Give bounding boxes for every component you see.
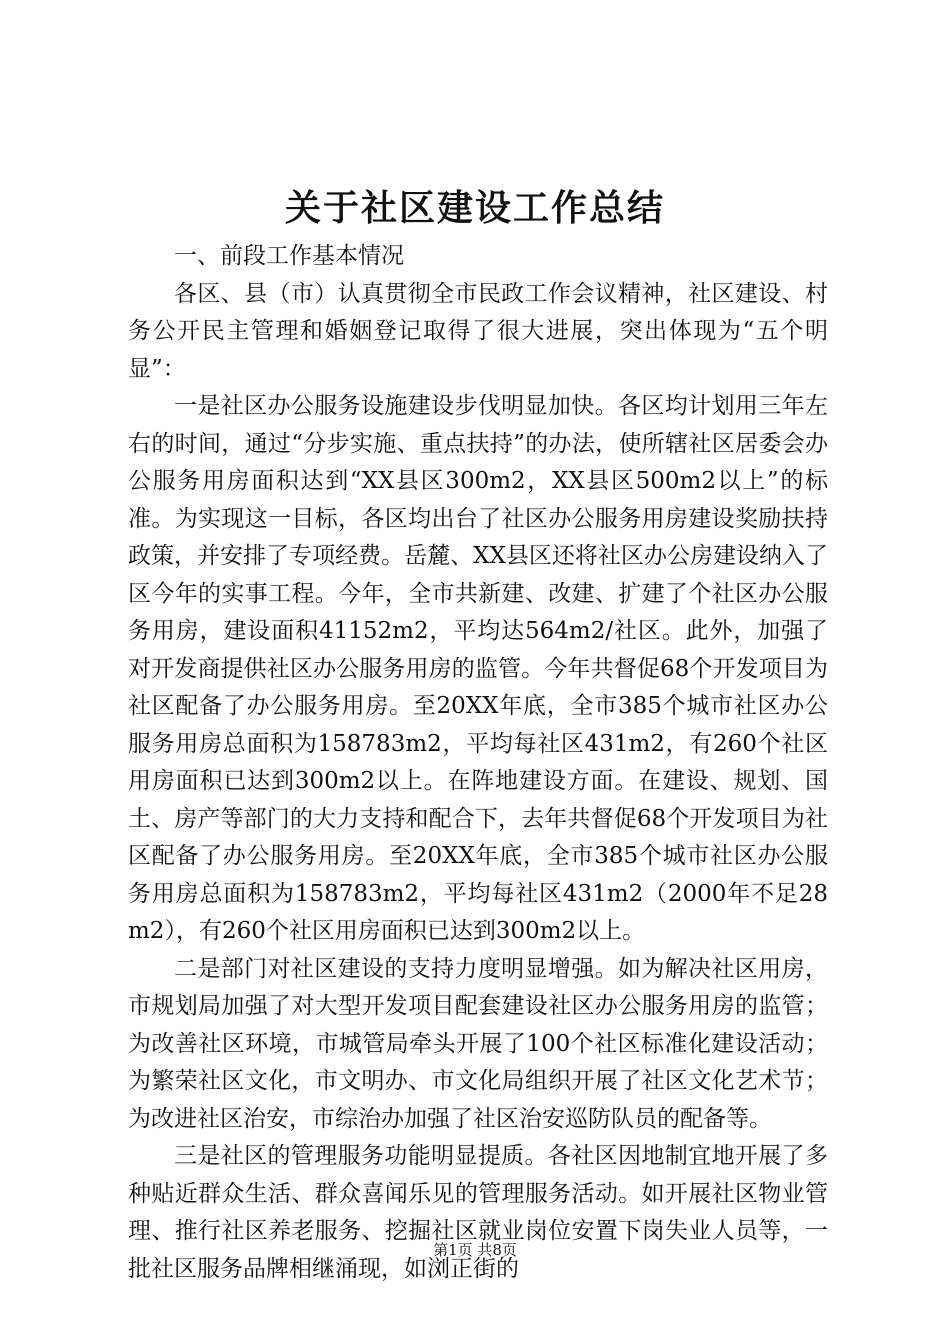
paragraph-point-three: 三是社区的管理服务功能明显提质。各社区因地制宜地开展了多种贴近群众生活、群众喜闻乐见的管理服务活动。如开展社区物业管理、推行社区养老服务、挖掘社区就业岗位安置下岗失业人员等，一批社区服务品牌相继涌现，如浏正街的 [128, 1143, 828, 1282]
paragraph-point-one: 一是社区办公服务设施建设步伐明显加快。各区均计划用三年左右的时间，通过“分步实施、重点扶持”的办法，使所辖社区居委会办公服务用房面积达到“XX县区300m2，XX县区500m2以上”的标准。为实现这一目标，各区均出台了社区办公服务用房建设奖励扶持政策，并安排了专项经费。岳麓、XX县区还将社区办公房建设纳入了区今年的实事工程。今年，全市共新建、改建、扩建了个社区办公服务用房，建设面积41152m2，平均达564m2/社区。此外，加强了对开发商提供社区办公服务用房的监管。今年共督促68个开发项目为社区配备了办公服务用房。至20XX年底，全市385个城市社区办公服务用房总面积为158783m2，平均每社区431m2，有260个社区用房面积已达到300m2以上。在阵地建设方面。在建设、规划、国土、房产等部门的大力支持和配合下，去年共督促68个开发项目为社区配备了办公服务用房。至20XX年底，全市385个城市社区办公服务用房总面积为158783m2，平均每社区431m2（2000年不足28m2），有260个社区用房面积已达到300m2以上。 [128, 393, 828, 944]
section-heading: 一、前段工作基本情况 [174, 243, 404, 269]
paragraph-intro: 各区、县（市）认真贯彻全市民政工作会议精神，社区建设、村务公开民主管理和婚姻登记取得了很大进展，突出体现为“五个明显”： [128, 280, 828, 382]
document-body [128, 238, 828, 1288]
page-footer: 第1页 共8页 [433, 1241, 517, 1259]
paragraph-point-two: 二是部门对社区建设的支持力度明显增强。如为解决社区用房，市规划局加强了对大型开发项目配套建设社区办公服务用房的监管；为改善社区环境，市城管局牵头开展了100个社区标准化建设活动；为繁荣社区文化，市文明办、市文化局组织开展了社区文化艺术节；为改进社区治安，市综治办加强了社区治安巡防队员的配备等。 [128, 955, 828, 1132]
page-title: 关于社区建设工作总结 [284, 187, 665, 229]
